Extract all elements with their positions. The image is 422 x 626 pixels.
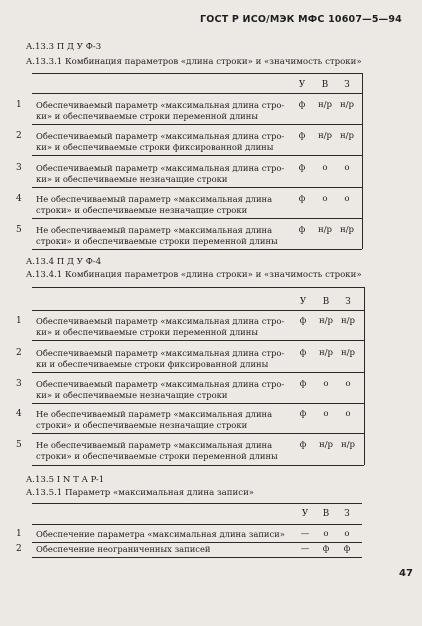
header-rule bbox=[32, 93, 362, 94]
row-value-z: н/р bbox=[339, 131, 355, 141]
row-value-u: ф bbox=[299, 348, 307, 358]
row-value-z: н/р bbox=[340, 440, 356, 450]
row-value-z: н/р bbox=[340, 316, 356, 326]
col-header-u: У bbox=[298, 80, 306, 90]
row-text-line1: Не обеспечиваемый параметр «максимальная длина bbox=[36, 409, 273, 419]
row-text-line1: Обеспечиваемый параметр «максимальная длина стро- bbox=[36, 348, 285, 358]
row-value-u: — bbox=[300, 544, 310, 554]
row-text-line2: ки» и обеспечиваемые незначащие строки bbox=[36, 390, 228, 400]
row-number: 1 bbox=[16, 100, 22, 110]
row-value-v: н/р bbox=[318, 316, 334, 326]
col-header-z: З bbox=[344, 509, 350, 519]
row-value-u: ф bbox=[298, 100, 306, 110]
row-divider bbox=[32, 372, 364, 373]
section-heading: A.13.4 П Д У Ф-4 bbox=[26, 257, 102, 267]
row-text-line1: Обеспечиваемый параметр «максимальная длина стро- bbox=[36, 379, 285, 389]
row-text-line1: Обеспечиваемый параметр «максимальная длина стро- bbox=[36, 163, 285, 173]
section-subheading: A.13.4.1 Комбинация параметров «длина строки» и «значимость строки» bbox=[26, 270, 362, 280]
row-text-line1: Не обеспечиваемый параметр «максимальная длина bbox=[36, 440, 273, 450]
col-header-v: В bbox=[322, 509, 330, 519]
row-value-v: н/р bbox=[318, 348, 334, 358]
row-divider bbox=[32, 433, 364, 434]
row-value-u: ф bbox=[298, 131, 306, 141]
page-number: 47 bbox=[399, 568, 413, 579]
section-heading: A.13.5 I N T A P-1 bbox=[26, 475, 105, 485]
row-value-v: н/р bbox=[317, 225, 333, 235]
row-value-v: н/р bbox=[318, 440, 334, 450]
row-text-line2: ки и обеспечиваемые строки фиксированной длины bbox=[36, 359, 269, 369]
row-divider bbox=[32, 340, 364, 341]
row-divider bbox=[32, 124, 362, 125]
row-value-u: ф bbox=[298, 194, 306, 204]
table-right-border bbox=[362, 73, 363, 249]
col-header-z: З bbox=[345, 297, 351, 307]
row-number: 3 bbox=[16, 379, 22, 389]
row-value-v: о bbox=[322, 194, 328, 204]
row-value-u: ф bbox=[298, 163, 306, 173]
row-text-line2: строки» и обеспечиваемые незначащие строки bbox=[36, 205, 248, 215]
row-text-line2: ки» и обеспечиваемые строки переменной длины bbox=[36, 111, 258, 121]
row-value-v: о bbox=[322, 163, 328, 173]
table-bottom-rule bbox=[32, 465, 364, 466]
row-text-line1: Обеспечиваемый параметр «максимальная длина стро- bbox=[36, 100, 285, 110]
row-value-v: о bbox=[323, 529, 329, 539]
table-bottom-rule bbox=[32, 249, 362, 250]
col-header-u: У bbox=[299, 297, 307, 307]
row-text-line2: ки» и обеспечиваемые строки фиксированной длины bbox=[36, 142, 274, 152]
row-divider bbox=[32, 218, 362, 219]
row-divider bbox=[32, 155, 362, 156]
row-text-line2: строки» и обеспечиваемые строки переменной длины bbox=[36, 451, 278, 461]
row-value-z: ф bbox=[343, 544, 351, 554]
row-text-line2: строки» и обеспечиваемые незначащие строки bbox=[36, 420, 248, 430]
row-value-u: — bbox=[300, 529, 310, 539]
row-value-u: ф bbox=[299, 316, 307, 326]
table-bottom-rule bbox=[32, 557, 362, 558]
col-header-z: З bbox=[344, 80, 350, 90]
row-value-z: н/р bbox=[339, 100, 355, 110]
table-top-rule bbox=[32, 73, 362, 74]
section-subheading: A.13.3.1 Комбинация параметров «длина строки» и «значимость строки» bbox=[26, 57, 362, 67]
row-value-u: ф bbox=[299, 440, 307, 450]
row-number: 3 bbox=[16, 163, 22, 173]
row-text-line1: Не обеспечиваемый параметр «максимальная длина bbox=[36, 194, 273, 204]
row-value-z: о bbox=[345, 409, 351, 419]
row-value-z: о bbox=[344, 194, 350, 204]
row-text-line1: Обеспечение параметра «максимальная длина записи» bbox=[36, 529, 285, 539]
row-value-z: о bbox=[344, 529, 350, 539]
row-value-u: ф bbox=[299, 409, 307, 419]
row-value-v: о bbox=[323, 379, 329, 389]
row-number: 4 bbox=[16, 409, 22, 419]
row-number: 4 bbox=[16, 194, 22, 204]
row-value-z: о bbox=[345, 379, 351, 389]
row-value-v: н/р bbox=[317, 131, 333, 141]
row-text-line1: Обеспечиваемый параметр «максимальная длина стро- bbox=[36, 316, 285, 326]
table-right-border bbox=[364, 287, 365, 465]
col-header-v: В bbox=[322, 297, 330, 307]
row-text-line1: Не обеспечиваемый параметр «максимальная длина bbox=[36, 225, 273, 235]
document-header: ГОСТ Р ИСО/МЭК МФС 10607—5—94 bbox=[200, 14, 402, 25]
row-value-v: ф bbox=[322, 544, 330, 554]
row-value-z: о bbox=[344, 163, 350, 173]
table-top-rule bbox=[32, 503, 362, 504]
col-header-v: В bbox=[321, 80, 329, 90]
row-text-line2: ки» и обеспечиваемые строки переменной длины bbox=[36, 327, 258, 337]
section-subheading: A.13.5.1 Параметр «максимальная длина записи» bbox=[26, 488, 255, 498]
row-divider bbox=[32, 403, 364, 404]
row-number: 5 bbox=[16, 225, 22, 235]
row-value-v: н/р bbox=[317, 100, 333, 110]
row-number: 1 bbox=[16, 529, 22, 539]
row-value-u: ф bbox=[299, 379, 307, 389]
row-number: 2 bbox=[16, 544, 22, 554]
col-header-u: У bbox=[301, 509, 309, 519]
row-divider bbox=[32, 187, 362, 188]
header-rule bbox=[32, 524, 362, 525]
table-top-rule bbox=[32, 287, 364, 288]
header-rule bbox=[32, 310, 364, 311]
row-value-v: о bbox=[323, 409, 329, 419]
row-value-z: н/р bbox=[339, 225, 355, 235]
row-number: 1 bbox=[16, 316, 22, 326]
row-text-line2: строки» и обеспечиваемые строки переменной длины bbox=[36, 236, 278, 246]
row-value-u: ф bbox=[298, 225, 306, 235]
row-number: 5 bbox=[16, 440, 22, 450]
row-text-line1: Обеспечение неограниченных записей bbox=[36, 544, 211, 554]
row-text-line2: ки» и обеспечиваемые незначащие строки bbox=[36, 174, 228, 184]
row-divider bbox=[32, 542, 362, 543]
row-value-z: н/р bbox=[340, 348, 356, 358]
section-heading: A.13.3 П Д У Ф-3 bbox=[26, 42, 102, 52]
row-number: 2 bbox=[16, 131, 22, 141]
row-number: 2 bbox=[16, 348, 22, 358]
row-text-line1: Обеспечиваемый параметр «максимальная длина стро- bbox=[36, 131, 285, 141]
